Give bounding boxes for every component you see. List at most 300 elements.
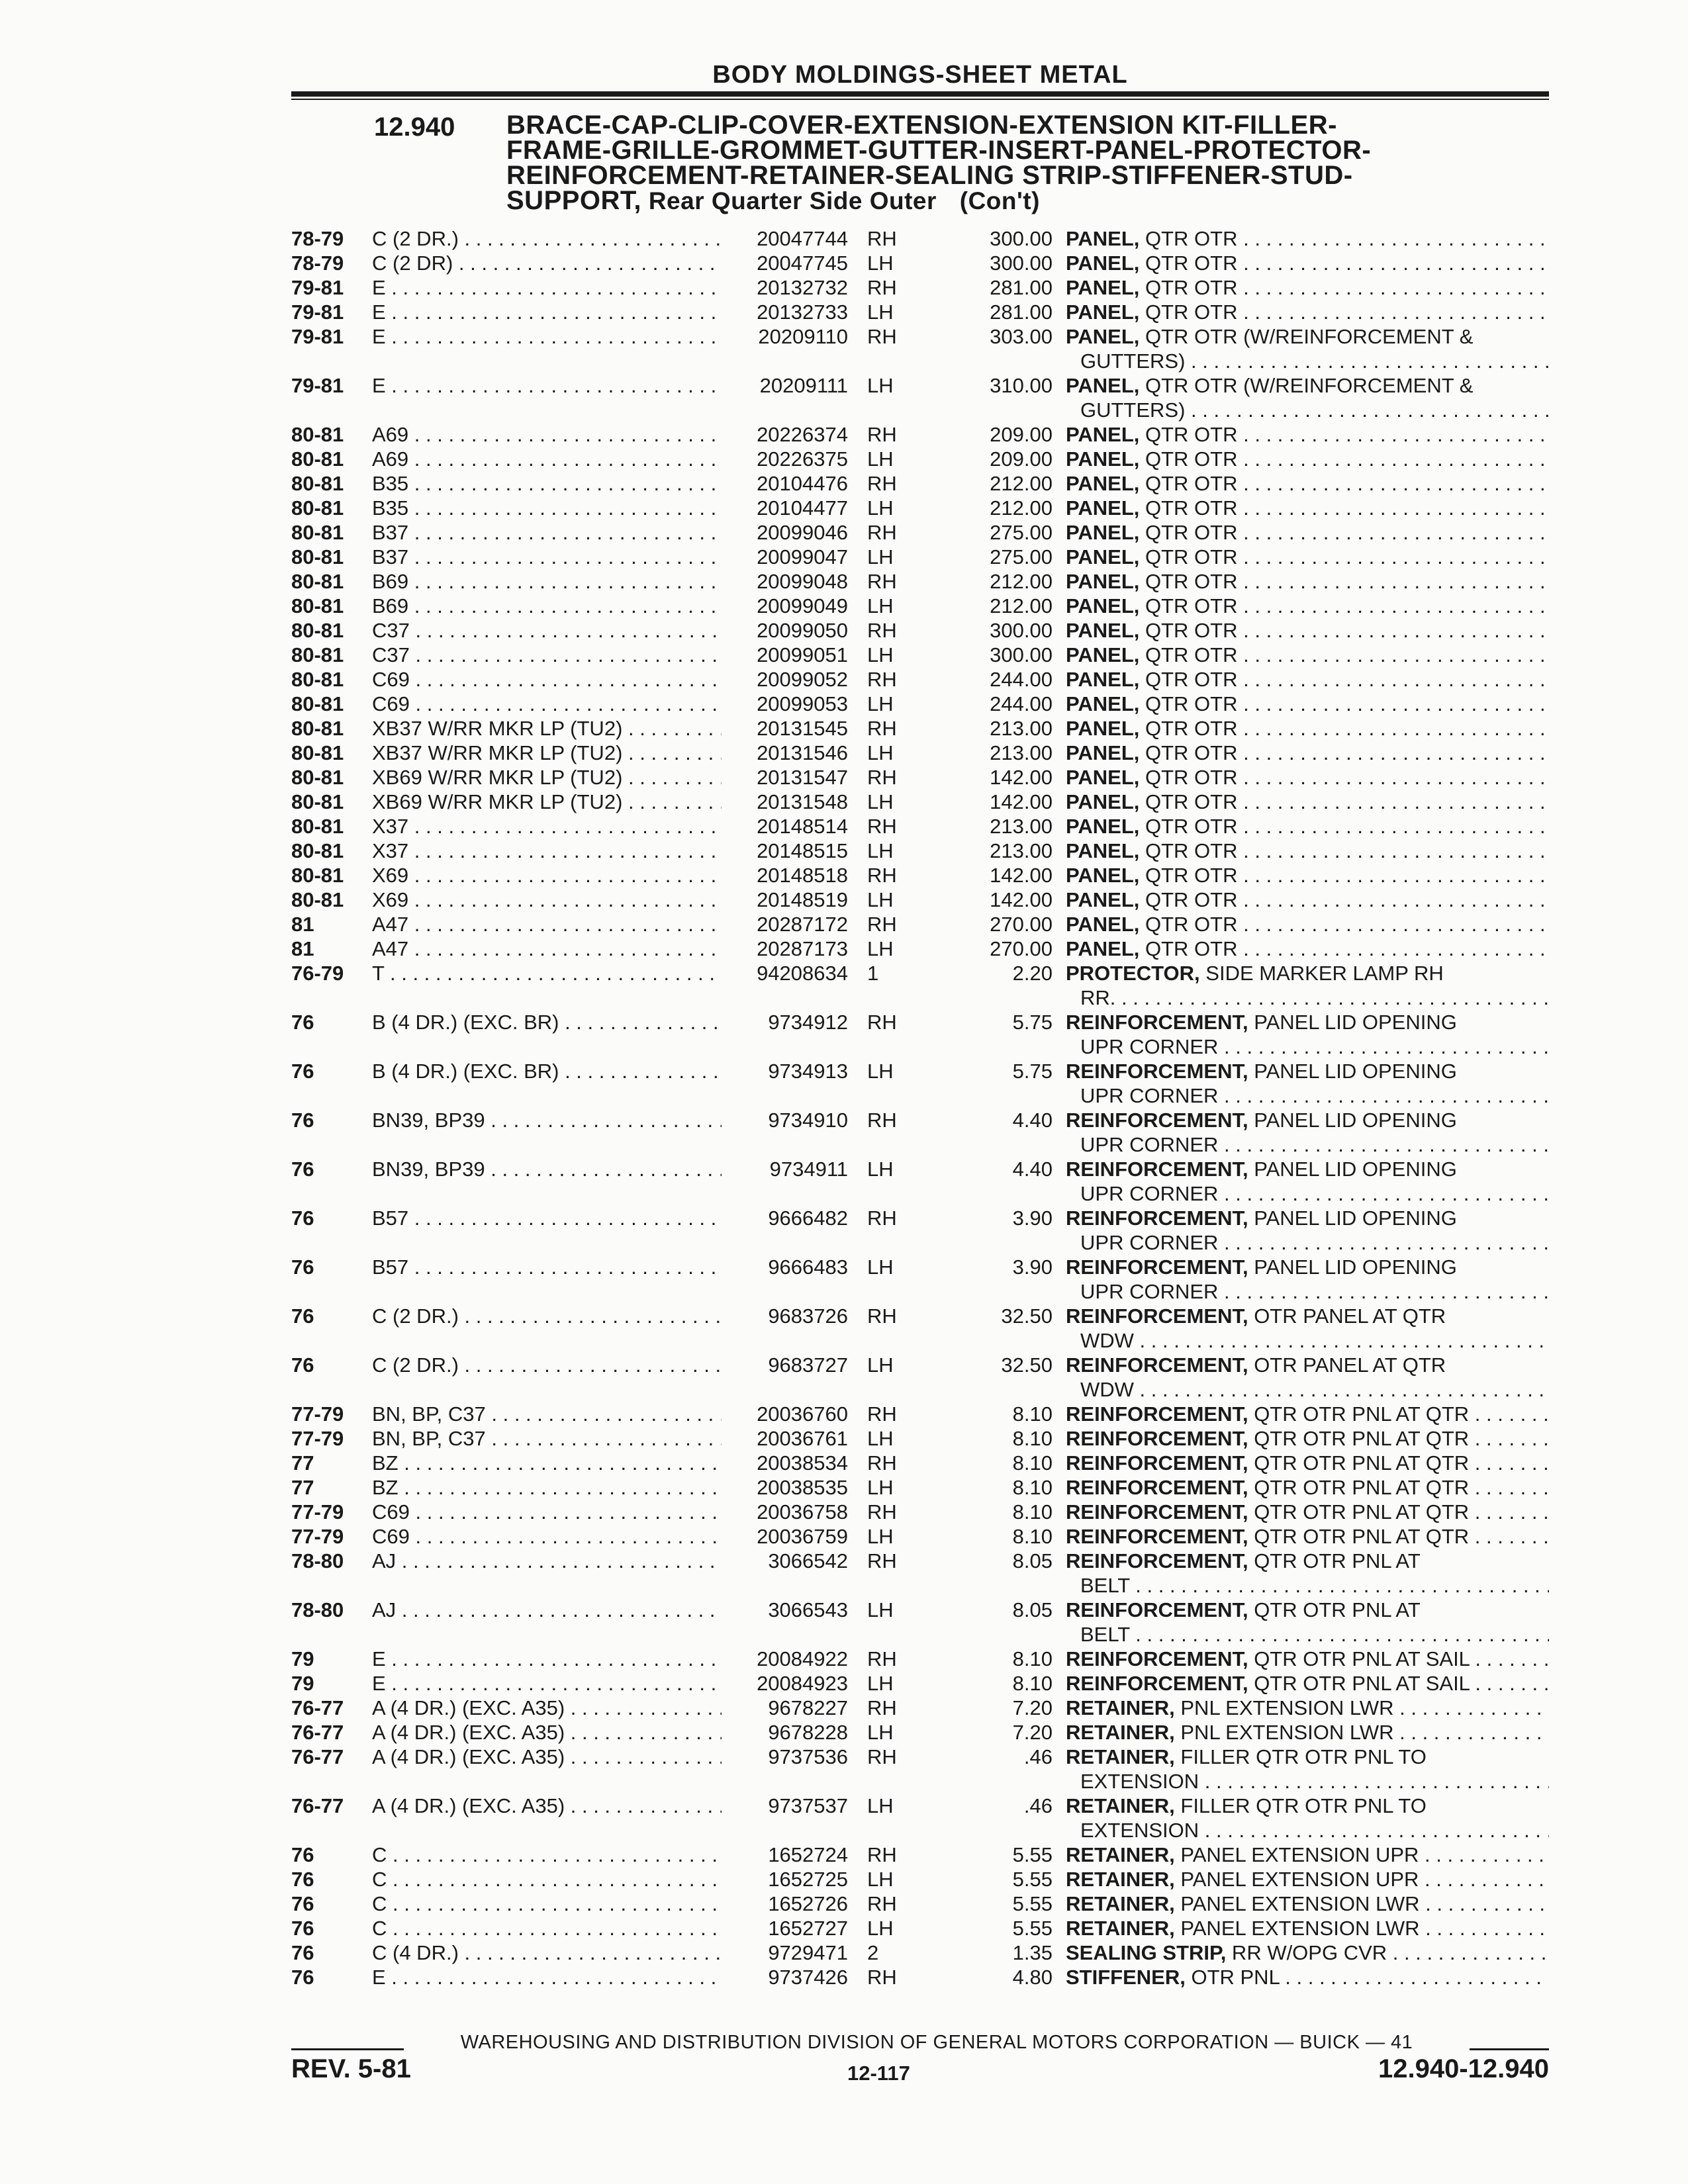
side-or-qty: LH bbox=[867, 1868, 894, 1891]
model-code: BN, BP, C37 . . . bbox=[372, 1426, 753, 1451]
table-row bbox=[291, 814, 1549, 839]
description bbox=[1066, 1500, 1549, 1524]
model-year: 80-81 bbox=[291, 643, 344, 666]
side-or-qty: LH bbox=[867, 1917, 894, 1940]
model-year: 76 bbox=[291, 1917, 314, 1940]
description-line bbox=[1066, 226, 1549, 251]
model-code: C37 . . . bbox=[372, 643, 753, 667]
description-text: RR W/OPG CVR bbox=[1226, 1941, 1387, 1964]
description-noun: PANEL, bbox=[1066, 570, 1140, 593]
footer-section-range: 12.940-12.940 bbox=[1378, 2054, 1549, 2083]
table-row bbox=[291, 447, 1549, 471]
part-number: 20047744 bbox=[722, 226, 848, 251]
model-code: C69 . . . bbox=[372, 667, 753, 692]
side-or-qty: RH bbox=[867, 1011, 897, 1034]
table-row bbox=[291, 1059, 1549, 1108]
description-line bbox=[1066, 1451, 1549, 1475]
description-text: FILLER QTR OTR PNL TO bbox=[1174, 1794, 1427, 1817]
model-year: 76 bbox=[291, 1843, 314, 1866]
table-row bbox=[291, 275, 1549, 300]
model-year: 80-81 bbox=[291, 790, 344, 813]
table-row bbox=[291, 863, 1549, 887]
model-code: C (4 DR.) . . . bbox=[372, 1940, 753, 1965]
description bbox=[1066, 1916, 1549, 1940]
side-or-qty: RH bbox=[867, 815, 897, 838]
description-line bbox=[1066, 1157, 1549, 1181]
description bbox=[1066, 1549, 1549, 1598]
part-number: 20036760 bbox=[722, 1402, 848, 1426]
table-row bbox=[291, 1671, 1549, 1696]
description bbox=[1066, 545, 1549, 569]
table-row bbox=[291, 1524, 1549, 1549]
description-line bbox=[1066, 1255, 1549, 1279]
side-or-qty: RH bbox=[867, 1696, 897, 1719]
description-text: QTR OTR bbox=[1139, 423, 1238, 446]
section-title-line: FRAME-GRILLE-GROMMET-GUTTER-INSERT-PANEL-PROTECTOR- bbox=[506, 136, 1372, 165]
description bbox=[1066, 1843, 1549, 1867]
description-noun: RETAINER, bbox=[1066, 1868, 1175, 1891]
table-row bbox=[291, 1500, 1549, 1524]
description-line bbox=[1066, 251, 1549, 275]
description bbox=[1066, 447, 1549, 471]
description-noun: PANEL, bbox=[1066, 717, 1140, 740]
model-year: 76 bbox=[291, 1892, 314, 1915]
description bbox=[1066, 887, 1549, 912]
description-noun: REINFORCEMENT, bbox=[1066, 1451, 1248, 1475]
side-or-qty: RH bbox=[867, 276, 897, 299]
table-row bbox=[291, 471, 1549, 496]
side-or-qty: LH bbox=[867, 1598, 894, 1621]
description bbox=[1066, 1696, 1549, 1720]
description-text: QTR OTR PNL AT SAIL bbox=[1248, 1647, 1470, 1670]
description-text: QTR OTR PNL AT QTR bbox=[1248, 1402, 1470, 1426]
description-text: PANEL LID OPENING bbox=[1248, 1060, 1457, 1083]
model-code: C69 . . . bbox=[372, 1524, 753, 1549]
description-text: QTR OTR PNL AT QTR bbox=[1248, 1451, 1470, 1475]
description-text: QTR OTR PNL AT bbox=[1248, 1549, 1421, 1572]
description bbox=[1066, 667, 1549, 692]
model-year: 78-79 bbox=[291, 227, 344, 250]
price: 5.55 bbox=[1012, 1917, 1053, 1940]
table-row bbox=[291, 618, 1549, 643]
price: 300.00 bbox=[990, 227, 1053, 250]
side-or-qty: RH bbox=[867, 570, 897, 593]
model-code: B35 . . . bbox=[372, 496, 753, 520]
description-text: QTR OTR bbox=[1139, 937, 1238, 960]
description-line bbox=[1066, 618, 1549, 643]
description-text: PANEL EXTENSION LWR bbox=[1174, 1917, 1420, 1940]
price: .46 bbox=[1023, 1745, 1053, 1768]
price: 8.10 bbox=[1012, 1476, 1053, 1499]
model-year: 78-80 bbox=[291, 1598, 344, 1621]
side-or-qty: LH bbox=[867, 1476, 894, 1499]
description bbox=[1066, 324, 1549, 373]
part-number: 20036758 bbox=[722, 1500, 848, 1524]
description-line bbox=[1066, 716, 1549, 741]
section-title-last-bold: SUPPORT, bbox=[506, 186, 642, 215]
table-row bbox=[291, 1108, 1549, 1157]
description-line bbox=[1066, 1549, 1549, 1573]
description-text: QTR OTR bbox=[1139, 594, 1238, 617]
model-code: E . . . bbox=[372, 1647, 753, 1671]
model-year: 80-81 bbox=[291, 839, 344, 862]
model-code: B69 . . . bbox=[372, 569, 753, 594]
description-text: QTR OTR bbox=[1139, 888, 1238, 911]
description bbox=[1066, 520, 1549, 545]
description-line bbox=[1066, 1647, 1549, 1671]
model-year: 76 bbox=[291, 1158, 314, 1181]
description-line bbox=[1066, 1696, 1549, 1720]
description-text: PANEL EXTENSION LWR bbox=[1174, 1892, 1420, 1915]
description-noun: REINFORCEMENT, bbox=[1066, 1672, 1248, 1695]
description-noun: PANEL, bbox=[1066, 643, 1140, 666]
price: 8.10 bbox=[1012, 1525, 1053, 1548]
side-or-qty: LH bbox=[867, 839, 894, 862]
description-noun: RETAINER, bbox=[1066, 1696, 1175, 1719]
description-noun: REINFORCEMENT, bbox=[1066, 1109, 1248, 1132]
model-year: 76-77 bbox=[291, 1696, 344, 1719]
model-year: 79 bbox=[291, 1647, 314, 1670]
part-number: 9666483 bbox=[722, 1255, 848, 1279]
price: 142.00 bbox=[990, 790, 1053, 813]
model-year: 81 bbox=[291, 913, 314, 936]
table-row bbox=[291, 1206, 1549, 1255]
section-title-line bbox=[506, 188, 1532, 214]
price: 213.00 bbox=[990, 741, 1053, 764]
description-line bbox=[1066, 839, 1549, 863]
model-code: C . . . bbox=[372, 1916, 753, 1940]
price: 4.40 bbox=[1012, 1109, 1053, 1132]
description-text: QTR OTR bbox=[1139, 668, 1238, 691]
description-line bbox=[1066, 643, 1549, 667]
side-or-qty: RH bbox=[867, 1451, 897, 1475]
side-or-qty: RH bbox=[867, 1892, 897, 1915]
model-code: BZ . . . bbox=[372, 1475, 753, 1500]
table-row bbox=[291, 1696, 1549, 1720]
description-noun: REINFORCEMENT, bbox=[1066, 1060, 1248, 1083]
table-row bbox=[291, 1647, 1549, 1671]
model-code: C69 . . . bbox=[372, 1500, 753, 1524]
description-text: QTR OTR bbox=[1139, 741, 1238, 764]
model-code: C (2 DR.) . . . bbox=[372, 1304, 753, 1328]
price: 300.00 bbox=[990, 643, 1053, 666]
model-code: T . . . bbox=[372, 961, 753, 985]
description-line bbox=[1066, 1524, 1549, 1549]
description-line bbox=[1066, 275, 1549, 300]
model-code: C . . . bbox=[372, 1843, 753, 1867]
description-line bbox=[1066, 1965, 1549, 1989]
price: 270.00 bbox=[990, 937, 1053, 960]
description bbox=[1066, 1206, 1549, 1255]
description bbox=[1066, 422, 1549, 447]
description-text: PANEL EXTENSION UPR bbox=[1174, 1843, 1419, 1866]
description-noun: PANEL, bbox=[1066, 741, 1140, 764]
model-year: 80-81 bbox=[291, 423, 344, 446]
price: 7.20 bbox=[1012, 1721, 1053, 1744]
model-year: 80-81 bbox=[291, 815, 344, 838]
part-number: 20132733 bbox=[722, 300, 848, 324]
part-number: 20209110 bbox=[722, 324, 848, 349]
side-or-qty: LH bbox=[867, 790, 894, 813]
model-code: X69 . . . bbox=[372, 863, 753, 887]
model-year: 76 bbox=[291, 1941, 314, 1964]
price: 8.10 bbox=[1012, 1672, 1053, 1695]
description-line bbox=[1066, 790, 1549, 814]
model-code: B69 . . . bbox=[372, 594, 753, 618]
description-noun: PANEL, bbox=[1066, 864, 1140, 887]
model-code: C (2 DR) . . . bbox=[372, 251, 753, 275]
description-line bbox=[1066, 814, 1549, 839]
section-title-line: BRACE-CAP-CLIP-COVER-EXTENSION-EXTENSION KIT-FILLER- bbox=[506, 111, 1337, 140]
description-noun: RETAINER, bbox=[1066, 1794, 1175, 1817]
side-or-qty: LH bbox=[867, 1060, 894, 1083]
price: 142.00 bbox=[990, 766, 1053, 789]
price: 8.10 bbox=[1012, 1500, 1053, 1524]
part-number: 20287172 bbox=[722, 912, 848, 936]
description bbox=[1066, 594, 1549, 618]
description-line bbox=[1066, 447, 1549, 471]
price: 209.00 bbox=[990, 423, 1053, 446]
part-number: 20099051 bbox=[722, 643, 848, 667]
description-noun: PANEL, bbox=[1066, 251, 1140, 275]
price: 32.50 bbox=[1001, 1353, 1053, 1377]
description-continuation: BELT . . . bbox=[1066, 1573, 1549, 1598]
part-number: 9683727 bbox=[722, 1353, 848, 1377]
table-row bbox=[291, 1940, 1549, 1965]
model-code: E . . . bbox=[372, 324, 753, 349]
price: 5.55 bbox=[1012, 1892, 1053, 1915]
side-or-qty: RH bbox=[867, 864, 897, 887]
price: 300.00 bbox=[990, 251, 1053, 275]
description-noun: SEALING STRIP, bbox=[1066, 1941, 1227, 1964]
description-text: QTR OTR bbox=[1139, 521, 1238, 544]
table-row bbox=[291, 1843, 1549, 1867]
description-text: QTR OTR bbox=[1139, 864, 1238, 887]
model-year: 76 bbox=[291, 1109, 314, 1132]
part-number: 20036761 bbox=[722, 1426, 848, 1451]
description bbox=[1066, 1794, 1549, 1843]
price: 5.55 bbox=[1012, 1843, 1053, 1866]
description-line bbox=[1066, 1059, 1549, 1083]
model-code: E . . . bbox=[372, 275, 753, 300]
side-or-qty: 2 bbox=[867, 1941, 879, 1964]
description-text: QTR OTR PNL AT SAIL bbox=[1248, 1672, 1470, 1695]
table-row bbox=[291, 692, 1549, 716]
model-year: 76 bbox=[291, 1060, 314, 1083]
description-text: PANEL LID OPENING bbox=[1248, 1206, 1457, 1230]
part-number: 20099052 bbox=[722, 667, 848, 692]
side-or-qty: LH bbox=[867, 1427, 894, 1450]
model-code: AJ . . . bbox=[372, 1598, 753, 1622]
table-row bbox=[291, 667, 1549, 692]
description-line bbox=[1066, 1940, 1549, 1965]
description-line bbox=[1066, 1891, 1549, 1916]
table-row bbox=[291, 373, 1549, 422]
model-year: 76 bbox=[291, 1304, 314, 1328]
description-continuation: WDW . . . bbox=[1066, 1377, 1549, 1402]
description-line bbox=[1066, 863, 1549, 887]
table-row bbox=[291, 1598, 1549, 1647]
model-code: A47 . . . bbox=[372, 912, 753, 936]
model-code: B37 . . . bbox=[372, 520, 753, 545]
part-number: 3066542 bbox=[722, 1549, 848, 1573]
table-row bbox=[291, 422, 1549, 447]
table-row bbox=[291, 643, 1549, 667]
footer-division: WAREHOUSING AND DISTRIBUTION DIVISION OF GENERAL MOTORS CORPORATION — BUICK — 41 bbox=[460, 2032, 1413, 2053]
part-number: 1652725 bbox=[722, 1867, 848, 1891]
price: 244.00 bbox=[990, 692, 1053, 715]
side-or-qty: RH bbox=[867, 717, 897, 740]
model-year: 77-79 bbox=[291, 1427, 344, 1450]
description-noun: RETAINER, bbox=[1066, 1843, 1175, 1866]
footer-page-number: 12-117 bbox=[847, 2062, 910, 2085]
part-number: 20084922 bbox=[722, 1647, 848, 1671]
description bbox=[1066, 936, 1549, 961]
price: 212.00 bbox=[990, 570, 1053, 593]
part-number: 9729471 bbox=[722, 1940, 848, 1965]
section-title-line: REINFORCEMENT-RETAINER-SEALING STRIP-STIFFENER-STUD- bbox=[506, 161, 1353, 190]
table-row bbox=[291, 324, 1549, 373]
header-rule bbox=[291, 91, 1549, 97]
price: 4.40 bbox=[1012, 1158, 1053, 1181]
description-text: PANEL LID OPENING bbox=[1248, 1255, 1457, 1279]
part-number: 20038534 bbox=[722, 1451, 848, 1475]
description bbox=[1066, 1059, 1549, 1108]
description bbox=[1066, 961, 1549, 1010]
model-code: C (2 DR.) . . . bbox=[372, 226, 753, 251]
side-or-qty: RH bbox=[867, 1109, 897, 1132]
part-number: 3066543 bbox=[722, 1598, 848, 1622]
model-year: 80-81 bbox=[291, 594, 344, 617]
model-year: 80-81 bbox=[291, 668, 344, 691]
side-or-qty: RH bbox=[867, 472, 897, 495]
part-number: 20104477 bbox=[722, 496, 848, 520]
table-row bbox=[291, 226, 1549, 251]
description bbox=[1066, 1867, 1549, 1891]
part-number: 94208634 bbox=[722, 961, 848, 985]
table-row bbox=[291, 594, 1549, 618]
table-row bbox=[291, 1402, 1549, 1426]
description-text: OTR PANEL AT QTR bbox=[1248, 1304, 1446, 1328]
model-code: B57 . . . bbox=[372, 1206, 753, 1230]
description-continuation: UPR CORNER . . . bbox=[1066, 1230, 1549, 1255]
part-number: 20132732 bbox=[722, 275, 848, 300]
description-line bbox=[1066, 471, 1549, 496]
side-or-qty: LH bbox=[867, 888, 894, 911]
description-noun: PANEL, bbox=[1066, 374, 1140, 397]
description-text: QTR OTR bbox=[1139, 496, 1238, 520]
model-code: C . . . bbox=[372, 1867, 753, 1891]
model-code: BN39, BP39 . . . bbox=[372, 1157, 753, 1181]
description bbox=[1066, 1304, 1549, 1353]
model-year: 79-81 bbox=[291, 325, 344, 348]
price: 212.00 bbox=[990, 496, 1053, 520]
description-text: QTR OTR bbox=[1139, 276, 1238, 299]
description-noun: PANEL, bbox=[1066, 594, 1140, 617]
price: 270.00 bbox=[990, 913, 1053, 936]
description-line bbox=[1066, 1916, 1549, 1940]
price: 281.00 bbox=[990, 276, 1053, 299]
description-line bbox=[1066, 961, 1549, 985]
table-row bbox=[291, 1451, 1549, 1475]
price: 32.50 bbox=[1001, 1304, 1053, 1328]
description-noun: REINFORCEMENT, bbox=[1066, 1206, 1248, 1230]
price: 8.10 bbox=[1012, 1451, 1053, 1475]
side-or-qty: 1 bbox=[867, 962, 879, 985]
description-text: PANEL LID OPENING bbox=[1248, 1109, 1457, 1132]
model-year: 80-81 bbox=[291, 496, 344, 520]
part-number: 20131548 bbox=[722, 790, 848, 814]
page-header-title: BODY MOLDINGS-SHEET METAL bbox=[712, 61, 1128, 89]
table-row bbox=[291, 1475, 1549, 1500]
description bbox=[1066, 618, 1549, 643]
model-year: 79-81 bbox=[291, 300, 344, 324]
part-number: 9678228 bbox=[722, 1720, 848, 1745]
part-number: 20099053 bbox=[722, 692, 848, 716]
description-noun: REINFORCEMENT, bbox=[1066, 1427, 1248, 1450]
description-noun: STIFFENER, bbox=[1066, 1966, 1186, 1989]
description-continuation: UPR CORNER . . . bbox=[1066, 1034, 1549, 1059]
description-continuation: UPR CORNER . . . bbox=[1066, 1279, 1549, 1304]
description bbox=[1066, 1671, 1549, 1696]
description bbox=[1066, 1402, 1549, 1426]
model-year: 79 bbox=[291, 1672, 314, 1695]
description bbox=[1066, 496, 1549, 520]
table-row bbox=[291, 1891, 1549, 1916]
description-continuation: UPR CORNER . . . bbox=[1066, 1083, 1549, 1108]
part-number: 20099050 bbox=[722, 618, 848, 643]
side-or-qty: RH bbox=[867, 766, 897, 789]
description-noun: REINFORCEMENT, bbox=[1066, 1304, 1248, 1328]
table-row bbox=[291, 936, 1549, 961]
description bbox=[1066, 1940, 1549, 1965]
model-code: X37 . . . bbox=[372, 814, 753, 839]
part-number: 9737536 bbox=[722, 1745, 848, 1769]
description-noun: PANEL, bbox=[1066, 423, 1140, 446]
table-row bbox=[291, 1157, 1549, 1206]
side-or-qty: LH bbox=[867, 447, 894, 471]
price: 310.00 bbox=[990, 374, 1053, 397]
part-number: 20099049 bbox=[722, 594, 848, 618]
table-row bbox=[291, 1965, 1549, 1989]
part-number: 9666482 bbox=[722, 1206, 848, 1230]
section-title bbox=[506, 113, 1532, 214]
part-number: 20084923 bbox=[722, 1671, 848, 1696]
part-number: 20148515 bbox=[722, 839, 848, 863]
table-row bbox=[291, 716, 1549, 741]
description-line bbox=[1066, 1745, 1549, 1769]
part-number: 20099047 bbox=[722, 545, 848, 569]
part-number: 20131546 bbox=[722, 741, 848, 765]
description-noun: PANEL, bbox=[1066, 668, 1140, 691]
description-text: SIDE MARKER LAMP RH bbox=[1199, 962, 1444, 985]
description-text: QTR OTR (W/REINFORCEMENT & bbox=[1139, 325, 1474, 348]
side-or-qty: LH bbox=[867, 741, 894, 764]
model-year: 80-81 bbox=[291, 766, 344, 789]
description-line bbox=[1066, 1108, 1549, 1132]
price: 213.00 bbox=[990, 815, 1053, 838]
model-year: 76-77 bbox=[291, 1721, 344, 1744]
model-code: BN, BP, C37 . . . bbox=[372, 1402, 753, 1426]
table-row bbox=[291, 790, 1549, 814]
table-row bbox=[291, 1353, 1549, 1402]
model-code: C (2 DR.) . . . bbox=[372, 1353, 753, 1377]
part-number: 9734910 bbox=[722, 1108, 848, 1132]
description-continuation: GUTTERS) . . . bbox=[1066, 349, 1549, 373]
side-or-qty: LH bbox=[867, 1525, 894, 1548]
side-or-qty: LH bbox=[867, 300, 894, 324]
description-noun: PANEL, bbox=[1066, 325, 1140, 348]
